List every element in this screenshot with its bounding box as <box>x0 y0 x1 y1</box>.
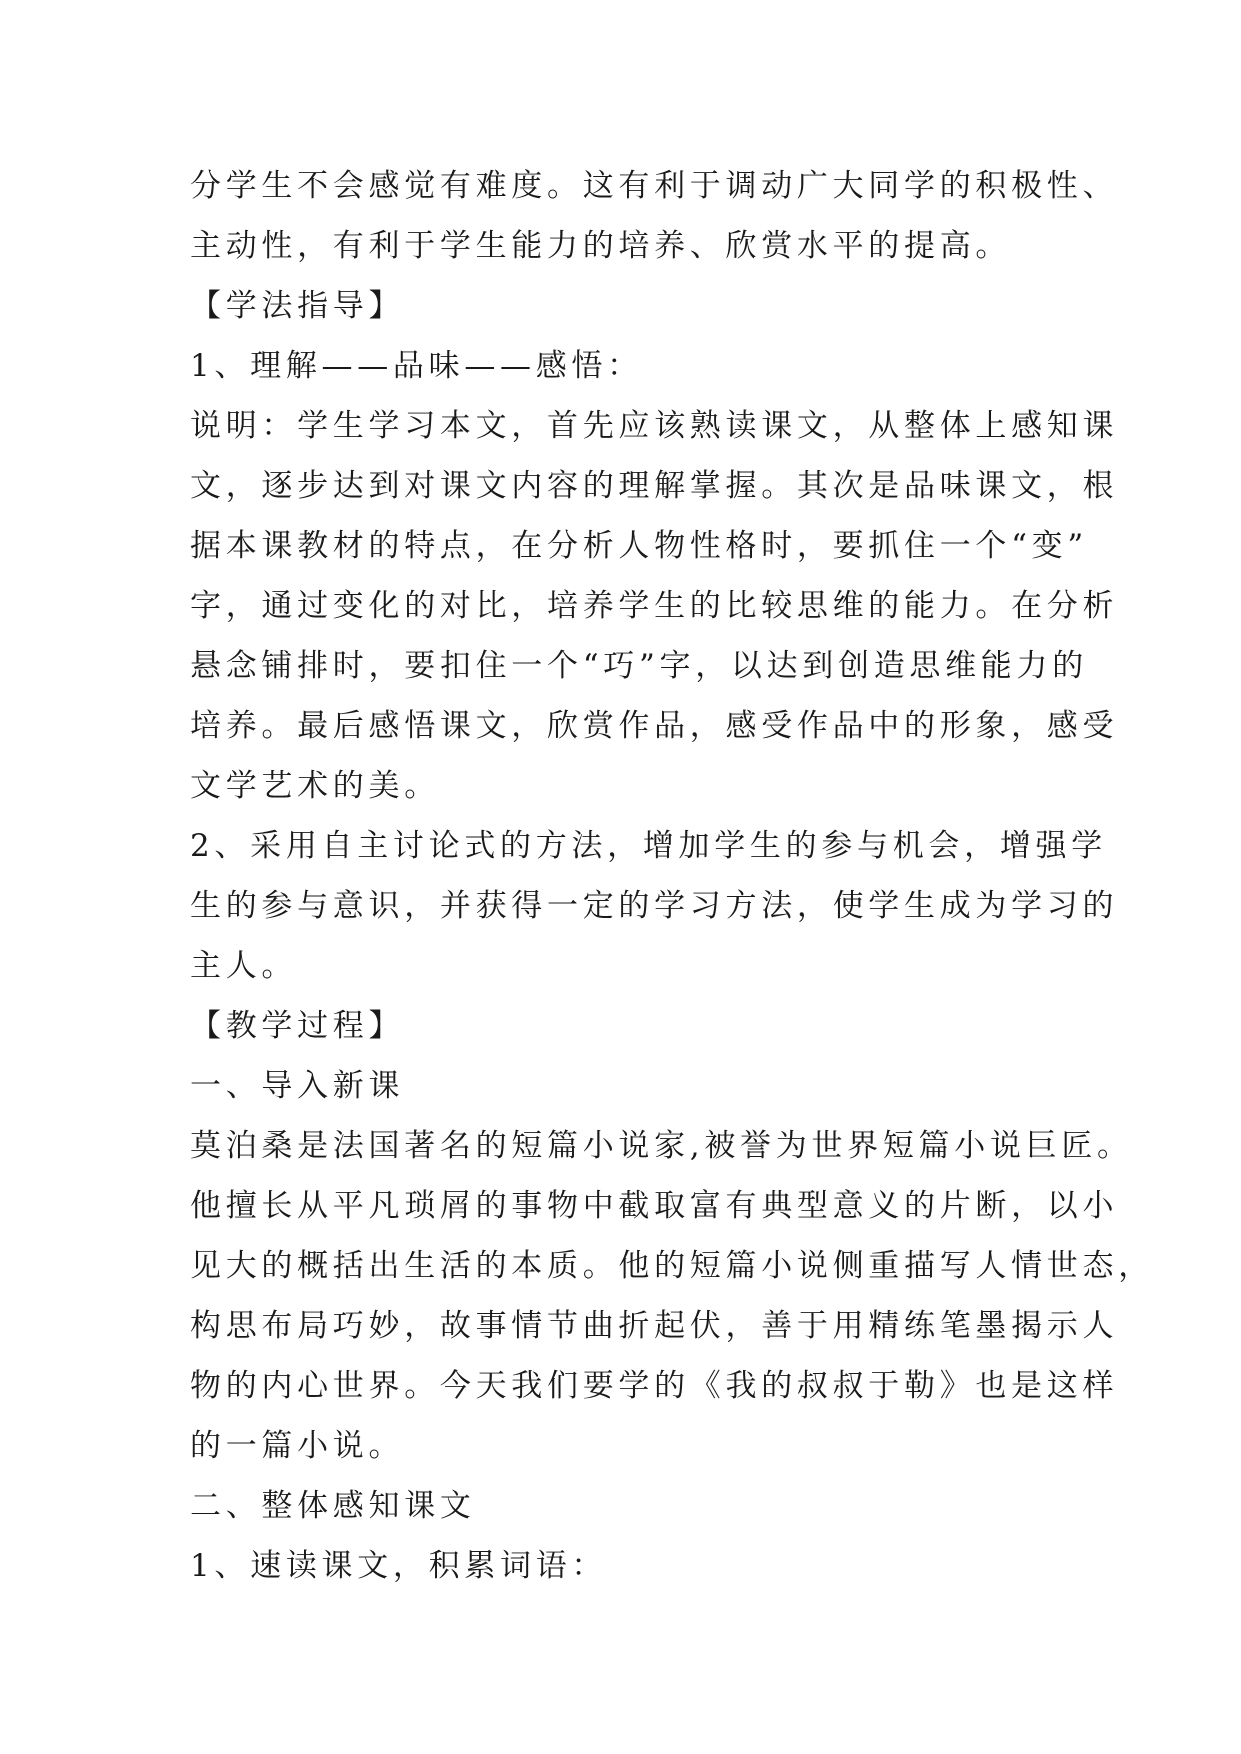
text-line: 莫泊桑是法国著名的短篇小说家,被誉为世界短篇小说巨匠。 <box>190 1128 1133 1164</box>
text-line: 构思布局巧妙，故事情节曲折起伏，善于用精练笔墨揭示人 <box>190 1308 1119 1344</box>
text-line: 培养。最后感悟课文，欣赏作品，感受作品中的形象，感受 <box>190 708 1119 744</box>
text-line: 字，通过变化的对比，培养学生的比较思维的能力。在分析 <box>190 588 1119 624</box>
text-line: 见大的概括出生活的本质。他的短篇小说侧重描写人情世态， <box>190 1248 1154 1284</box>
text-line: 他擅长从平凡琐屑的事物中截取富有典型意义的片断，以小 <box>190 1188 1119 1224</box>
text-line: 悬念铺排时，要扣住一个“巧”字，以达到创造思维能力的 <box>190 648 1088 684</box>
text-line: 主动性，有利于学生能力的培养、欣赏水平的提高。 <box>190 228 1012 264</box>
section-heading: 【教学过程】 <box>190 1008 405 1044</box>
text-line: 1、理解——品味——感悟： <box>190 348 643 384</box>
subsection-heading: 一、导入新课 <box>190 1068 405 1104</box>
subsection-heading: 二、整体感知课文 <box>190 1488 476 1524</box>
text-line: 主人。 <box>190 948 298 984</box>
text-line: 据本课教材的特点，在分析人物性格时，要抓住一个“变” <box>190 528 1088 564</box>
text-line: 的一篇小说。 <box>190 1428 405 1464</box>
text-line: 生的参与意识，并获得一定的学习方法，使学生成为学习的 <box>190 888 1119 924</box>
text-line: 文学艺术的美。 <box>190 768 440 804</box>
text-line: 1、速读课文，积累词语： <box>190 1548 608 1584</box>
text-line: 2、采用自主讨论式的方法，增加学生的参与机会，增强学 <box>190 828 1107 864</box>
text-line: 物的内心世界。今天我们要学的《我的叔叔于勒》也是这样 <box>190 1368 1119 1404</box>
text-line: 说明：学生学习本文，首先应该熟读课文，从整体上感知课 <box>190 408 1119 444</box>
text-line: 分学生不会感觉有难度。这有利于调动广大同学的积极性、 <box>190 168 1119 204</box>
text-line: 文，逐步达到对课文内容的理解掌握。其次是品味课文，根 <box>190 468 1119 504</box>
section-heading: 【学法指导】 <box>190 288 405 324</box>
